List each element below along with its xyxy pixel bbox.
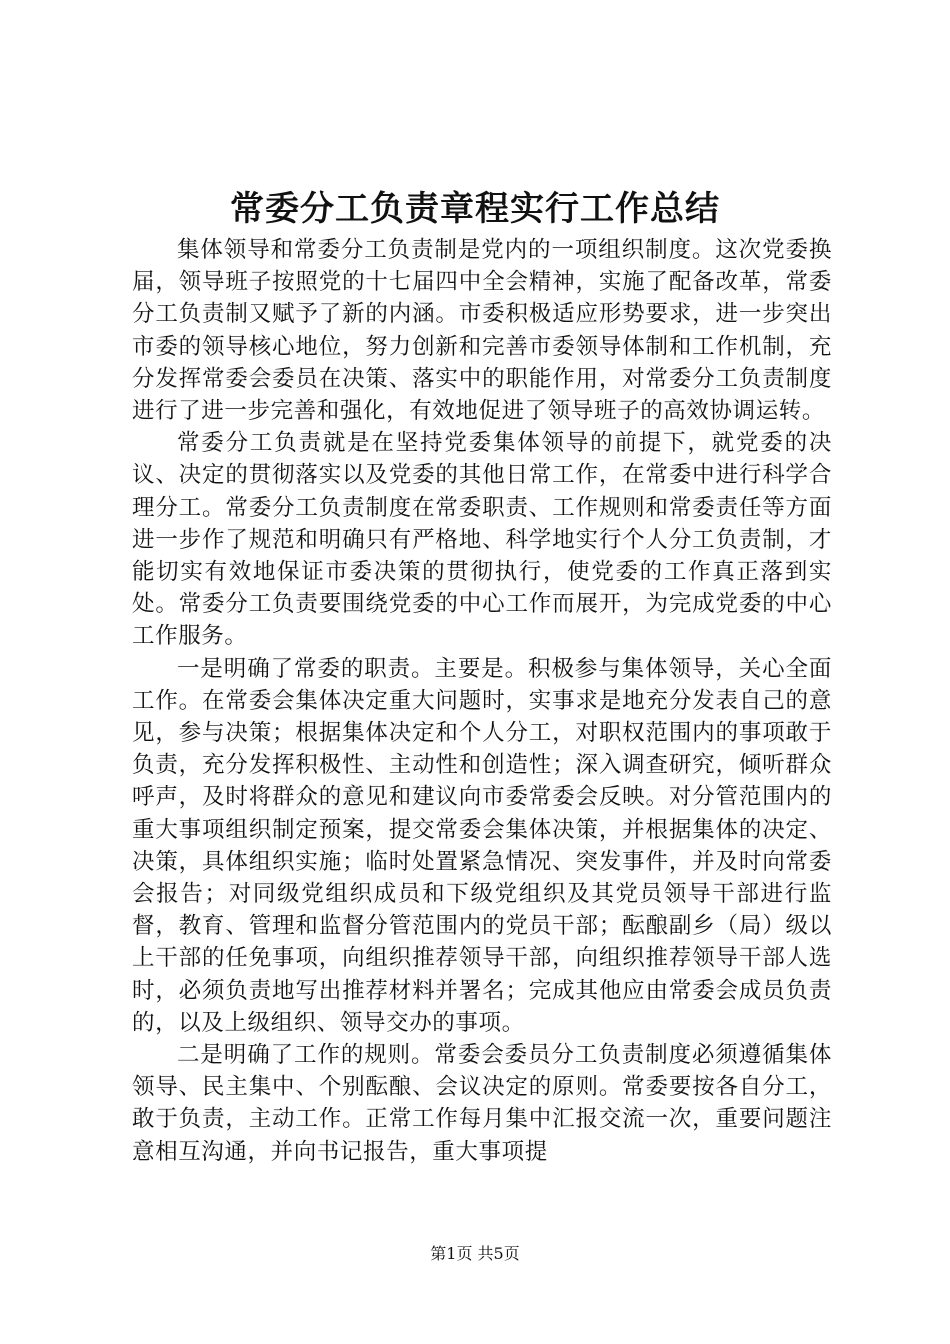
document-title: 常委分工负责章程实行工作总结 <box>230 189 720 229</box>
document-body <box>132 234 832 1168</box>
page-footer: 第1页 共5页 <box>430 1244 520 1263</box>
paragraph-1: 集体领导和常委分工负责制是党内的一项组织制度。这次党委换届，领导班子按照党的十七届四中全会精神，实施了配备改革，常委分工负责制又赋予了新的内涵。市委积极适应形势要求，进一步突出市委的领导核心地位，努力创新和完善市委领导体制和工作机制，充分发挥常委会委员在决策、落实中的职能作用，对常委分工负责制度进行了进一步完善和强化，有效地促进了领导班子的高效协调运转。 <box>132 237 832 425</box>
paragraph-3: 一是明确了常委的职责。主要是。积极参与集体领导，关心全面工作。在常委会集体决定重大问题时，实事求是地充分发表自己的意见，参与决策；根据集体决定和个人分工，对职权范围内的事项敢于负责，充分发挥积极性、主动性和创造性；深入调查研究，倾听群众呼声，及时将群众的意见和建议向市委常委会反映。对分管范围内的重大事项组织制定预案，提交常委会集体决策，并根据集体的决定、决策，具体组织实施；临时处置紧急情况、突发事件，并及时向常委会报告；对同级党组织成员和下级党组织及其党员领导干部进行监督，教育、管理和监督分管范围内的党员干部；酝酿副乡（局）级以上干部的任免事项，向组织推荐领导干部，向组织推荐领导干部人选时，必须负责地写出推荐材料并署名；完成其他应由常委会成员负责的，以及上级组织、领导交办的事项。 <box>132 655 832 1036</box>
paragraph-4: 二是明确了工作的规则。常委会委员分工负责制度必须遵循集体领导、民主集中、个别酝酿、会议决定的原则。常委要按各自分工，敢于负责，主动工作。正常工作每月集中汇报交流一次，重要问题注意相互沟通，并向书记报告，重大事项提 <box>132 1042 832 1165</box>
paragraph-2: 常委分工负责就是在坚持党委集体领导的前提下，就党委的决议、决定的贯彻落实以及党委的其他日常工作，在常委中进行科学合理分工。常委分工负责制度在常委职责、工作规则和常委责任等方面进一步作了规范和明确只有严格地、科学地实行个人分工负责制，才能切实有效地保证市委决策的贯彻执行，使党委的工作真正落到实处。常委分工负责要围绕党委的中心工作而展开，为完成党委的中心工作服务。 <box>132 430 832 650</box>
